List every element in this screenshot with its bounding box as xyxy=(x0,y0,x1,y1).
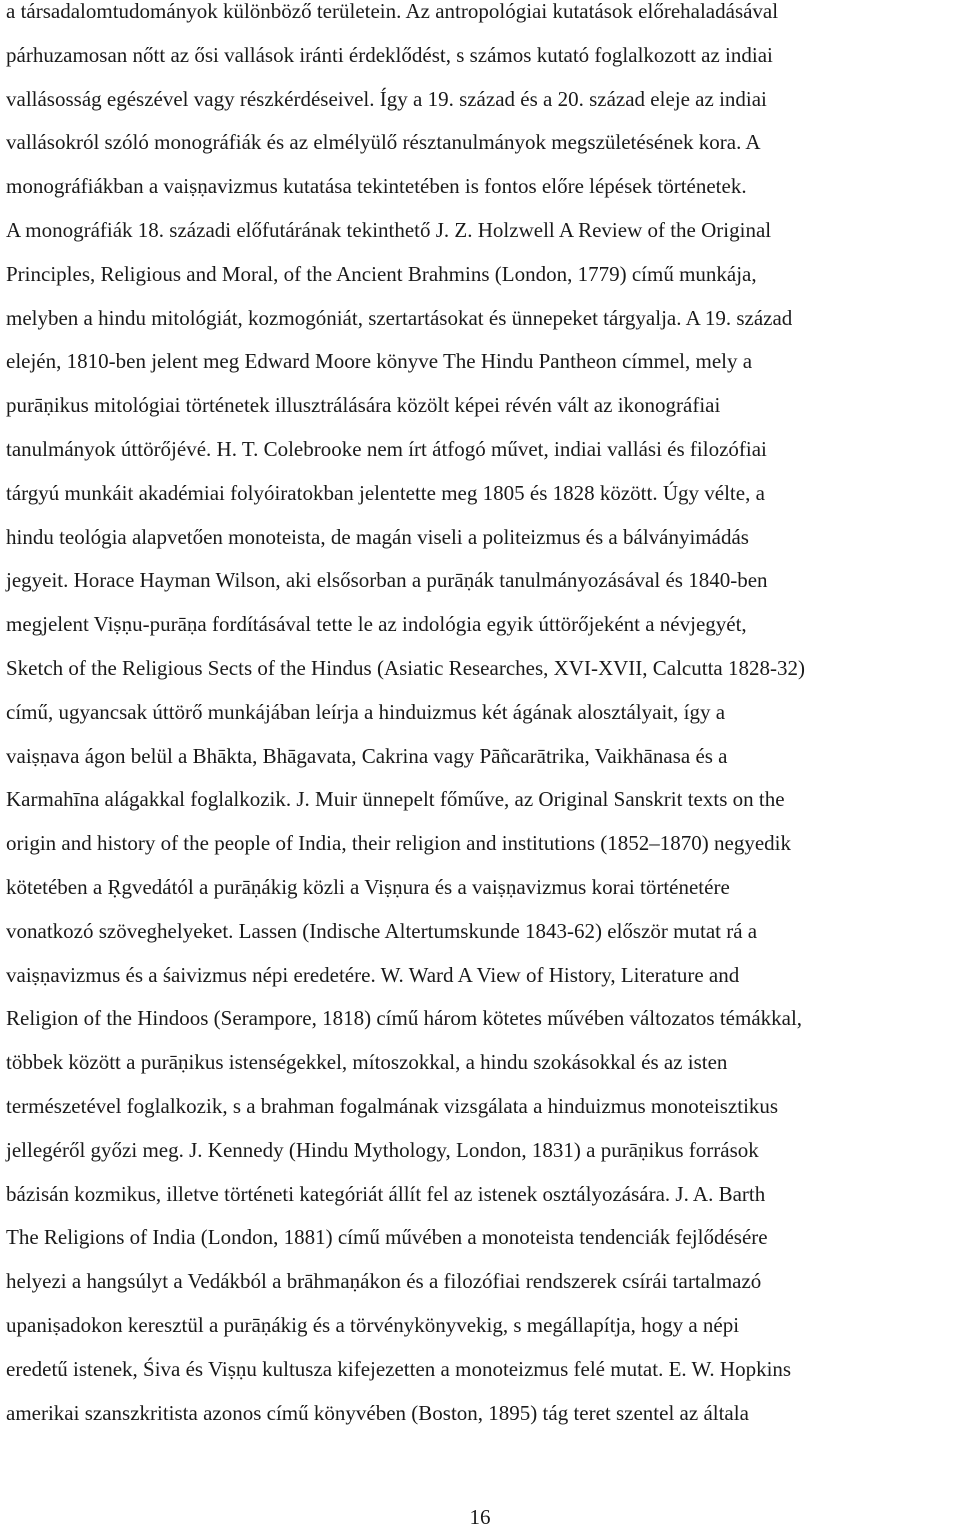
text-line: upaniṣadokon keresztül a purāṇákig és a törvénykönyvekig, s megállapítja, hogy a népi xyxy=(6,1312,740,1337)
text-line: eredetű istenek, Śiva és Viṣṇu kultusza kifejezetten a monoteizmus felé mutat. E. W. Hopkins xyxy=(6,1356,792,1381)
text-line: vallásosság egészével vagy részkérdéseivel. Így a 19. század és a 20. század eleje az indiai xyxy=(6,86,767,111)
text-line: elején, 1810-ben jelent meg Edward Moore könyve The Hindu Pantheon címmel, mely a xyxy=(6,349,753,374)
text-line: vaiṣṇavizmus és a śaivizmus népi eredetére. W. Ward A View of History, Literature and xyxy=(6,962,740,987)
text-line: jellegéről győzi meg. J. Kennedy (Hindu Mythology, London, 1831) a purāṇikus források xyxy=(6,1137,759,1162)
text-line: tárgyú munkáit akadémiai folyóiratokban jelentette meg 1805 és 1828 között. Úgy vélte, a xyxy=(6,480,765,505)
text-line: origin and history of the people of India, their religion and institutions (1852–1870) negyedik xyxy=(6,831,792,856)
text-line: Principles, Religious and Moral, of the Ancient Brahmins (London, 1779) című munkája, xyxy=(6,261,757,286)
text-line: The Religions of India (London, 1881) című művében a monoteista tendenciák fejlődésére xyxy=(6,1225,768,1250)
text-line: helyezi a hangsúlyt a Vedákból a brāhmaṇákon és a filozófiai rendszerek csírái tartalmazó xyxy=(6,1269,762,1294)
text-line: Religion of the Hindoos (Serampore, 1818) című három kötetes művében változatos témákkal, xyxy=(6,1006,803,1031)
text-line: bázisán kozmikus, illetve történeti kategóriát állít fel az istenek osztályozására. J. A. Barth xyxy=(6,1181,766,1206)
text-line: Karmahīna alágakkal foglalkozik. J. Muir ünnepelt főműve, az Original Sanskrit texts on the xyxy=(6,787,785,812)
text-line: vonatkozó szöveghelyeket. Lassen (Indische Altertumskunde 1843-62) először mutat rá a xyxy=(6,918,758,943)
text-line: párhuzamosan nőtt az ősi vallások iránti érdeklődést, s számos kutató foglalkozott az indiai xyxy=(6,42,773,67)
text-line: monográfiákban a vaiṣṇavizmus kutatása tekintetében is fontos előre lépések történetek. xyxy=(6,174,747,199)
text-line: purāṇikus mitológiai történetek illusztrálására közölt képei révén vált az ikonográfiai xyxy=(6,393,721,418)
text-line: a társadalomtudományok különböző területein. Az antropológiai kutatások előrehaladásával xyxy=(6,0,779,23)
text-line: Sketch of the Religious Sects of the Hindus (Asiatic Researches, XVI-XVII, Calcutta 1828-32) xyxy=(6,655,805,680)
text-line: hindu teológia alapvetően monoteista, de magán viseli a politeizmus és a bálványimádás xyxy=(6,524,749,549)
text-line: vaiṣṇava ágon belül a Bhākta, Bhāgavata, Cakrina vagy Pāñcarātrika, Vaikhānasa és a xyxy=(6,743,728,768)
text-line: tanulmányok úttörőjévé. H. T. Colebrooke nem írt átfogó művet, indiai vallási és filozófiai xyxy=(6,436,767,461)
text-line: melyben a hindu mitológiát, kozmogóniát, szertartásokat és ünnepeket tárgyalja. A 19. század xyxy=(6,305,793,330)
body-text xyxy=(6,0,954,1435)
text-line: amerikai szanszkritista azonos című könyvében (Boston, 1895) tág teret szentel az általa xyxy=(6,1400,749,1425)
text-line: természetével foglalkozik, s a brahman fogalmának vizsgálata a hinduizmus monoteisztikus xyxy=(6,1093,779,1118)
text-line: kötetében a Ṛgvedától a purāṇákig közli a Viṣṇura és a vaiṣṇavizmus korai történetére xyxy=(6,874,730,899)
text-line: vallásokról szóló monográfiák és az elmélyülő résztanulmányok megszületésének kora. A xyxy=(6,130,761,155)
text-line: többek között a purāṇikus istenségekkel, mítoszokkal, a hindu szokásokkal és az isten xyxy=(6,1050,728,1075)
text-line: jegyeit. Horace Hayman Wilson, aki elsősorban a purāṇák tanulmányozásával és 1840-ben xyxy=(6,568,768,593)
page-number: 16 xyxy=(469,1505,491,1529)
text-line: megjelent Viṣṇu-purāṇa fordításával tette le az indológia egyik úttörőjeként a névjegyét, xyxy=(6,612,747,637)
text-line: című, ugyancsak úttörő munkájában leírja a hinduizmus két ágának alosztályait, így a xyxy=(6,699,726,724)
text-line: A monográfiák 18. századi előfutárának tekinthető J. Z. Holzwell A Review of the Original xyxy=(6,217,772,242)
